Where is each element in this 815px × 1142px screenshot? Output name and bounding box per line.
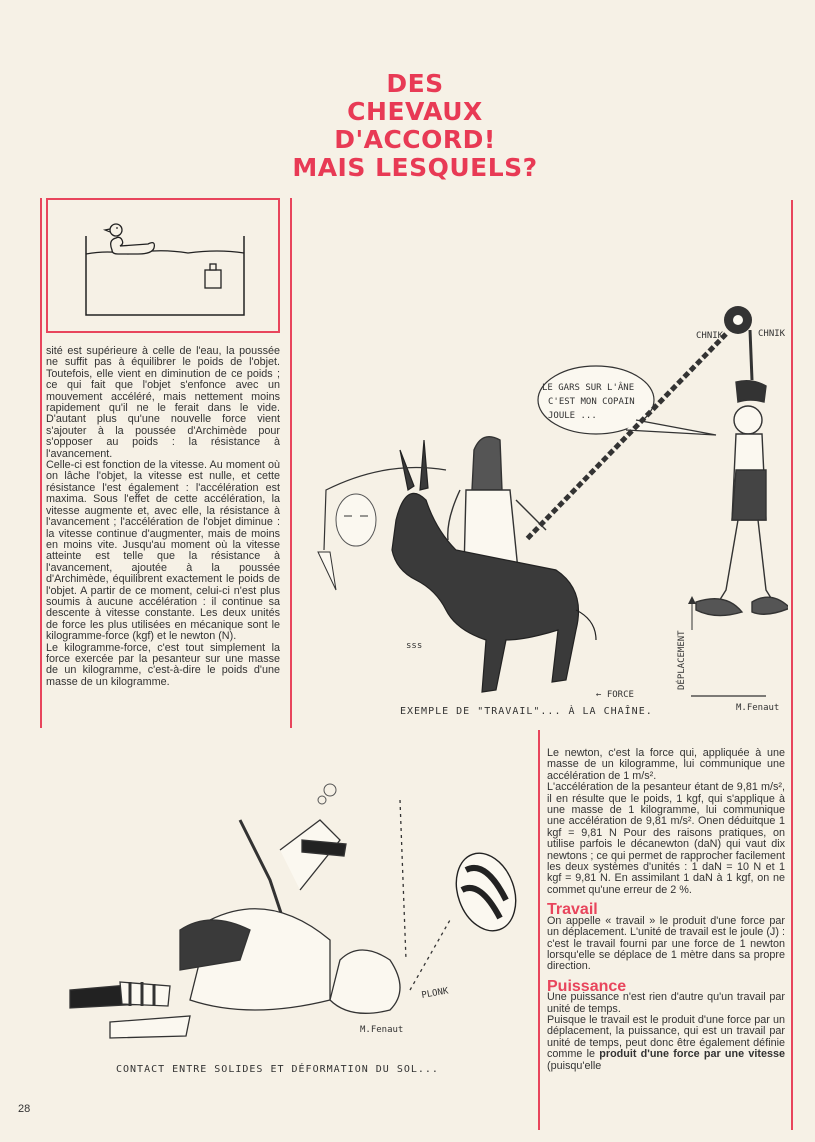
title-line-3: D'ACCORD! <box>334 125 496 154</box>
title-line-2: CHEVAUX <box>347 97 483 126</box>
left-paragraph-2: Celle-ci est fonction de la vitesse. Au moment où on lâche l'objet, la vitesse est nulle, et cette résistance l'est également : l'accélération est maxima. Sous l'effet de cette accélération, la vitesse augmente et, avec elle, la résistance à l'avancement ; l'accélération de l'objet diminue : la vitesse continue d'augmenter, mais de moins en moins vite. Jusqu'au moment où la vitesse atteinte est telle que la résistance à l'avancement, ajoutée à la poussée d'Archimède, équilibrent exactement le poids de l'objet. A partir de ce moment, celui-ci n'est plus soumis à aucune accélération : il continue sa descente à vitesse constante. Les deux unités de force les plus utilisées en mécanique sont le kilogramme-force (kgf) et le newton (N). <box>46 459 280 643</box>
cartoon-work-chain <box>296 290 788 730</box>
plonk-sound: PLONK <box>420 986 450 1001</box>
left-paragraph-1: sité est supérieure à celle de l'eau, la poussée ne suffit pas à équilibrer le poids de l'objet. Toutefois, elle vient en diminution de ce poids ; ce qui fait que l'objet s'enfonce avec un mouvement accéléré, mais nettement moins rapidement qu'il ne le ferait dans le vide. D'autant plus qu'une nouvelle force vient s'ajouter à la poussée d'Archimède pour s'opposer au poids : la résistance à l'avancement. <box>46 345 280 460</box>
ground-dirt <box>330 950 400 1013</box>
title-line-1: DES <box>386 69 444 98</box>
page-number: 28 <box>18 1103 31 1115</box>
arrow-sound-label: sss <box>406 641 423 651</box>
displacement-label: DÉPLACEMENT <box>677 630 687 690</box>
middle-frame-rule <box>290 198 292 728</box>
cartoon2-caption: CONTACT ENTRE SOLIDES ET DÉFORMATION DU SOL... <box>116 1064 439 1075</box>
rugby-ball-icon <box>446 845 526 939</box>
right-leg <box>110 1016 190 1038</box>
puissance-text-c: (puisqu'elle <box>547 1059 602 1072</box>
rugby-illustration <box>30 760 535 1060</box>
chain-sound-2: CHNIK <box>758 329 786 339</box>
cartoon2-signature: M.Fenaut <box>360 1025 404 1035</box>
puissance-paragraph-1: Une puissance n'est rien d'autre qu'un travail par unité de temps. <box>547 991 785 1015</box>
cartoon-rugby <box>30 760 535 1060</box>
right-column-text <box>547 748 785 1072</box>
portrait-sketch <box>336 494 376 546</box>
puissance-paragraph-2 <box>547 1015 785 1072</box>
speech-line-2: C'EST MON COPAIN <box>548 397 635 407</box>
cartoon1-caption: EXEMPLE DE "TRAVAIL"... À LA CHAÎNE. <box>400 706 653 717</box>
puissance-text-bold: produit d'une force par une vitesse <box>599 1048 785 1061</box>
chain-sound-1: CHNIK <box>696 331 724 341</box>
section-title-puissance: Puissance <box>547 977 627 995</box>
title-line-4: MAIS LESQUELS? <box>292 153 538 182</box>
weight-icon <box>205 264 221 288</box>
donkey-chain-illustration <box>296 290 788 730</box>
article-title <box>250 70 580 182</box>
right-frame-rule <box>791 200 793 1130</box>
left-frame-rule <box>40 198 42 728</box>
right-column-rule <box>538 730 540 1130</box>
puissance-text-a: Puisque le travail est le produit d'une force par un déplacement, la puissance, qui est un travail par unité de temps, peut donc être également définie comme le <box>547 1013 785 1061</box>
carrot-icon <box>318 552 336 590</box>
speech-line-3: JOULE ... <box>548 411 597 421</box>
right-paragraph-2: L'accélération de la pesanteur étant de 9,81 m/s², il en résulte que le poids, 1 kgf, qui s'applique à une masse de 1 kilogramme, lui communique une accélération de 9,81 m/s². Onen déduitque 1 kgf = 9,81 N Pour des raisons pratiques, on utilise parfois le décanewton (daN) qui vaut dix newtons ; ce qui permet de rapprocher facilement les deux systèmes d'unités : 1 daN = 10 N et 1 kgf = 9,81 N. En assimilant 1 daN à 1 kgf, on ne commet qu'une erreur de 2 %. <box>547 781 785 896</box>
hanging-man <box>696 381 788 616</box>
left-paragraph-3: Le kilogramme-force, c'est tout simplement la force exercée par la pesanteur sur une masse de un kilogramme, c'est-à-dire le poids d'une masse de un kilogramme. <box>46 641 280 688</box>
rider <box>448 437 546 570</box>
cartoon1-signature: M.Fenaut <box>736 703 780 713</box>
duck-tank-illustration <box>48 200 278 331</box>
speech-line-1: LE GARS SUR L'ÂNE <box>542 383 635 393</box>
duck-icon <box>105 224 154 254</box>
right-paragraph-1: Le newton, c'est la force qui, appliquée à une masse de un kilogramme, lui communique une accélération de 1 m/s². <box>547 747 785 782</box>
section-title-travail: Travail <box>547 901 598 919</box>
travail-paragraph: On appelle « travail » le produit d'une force par un déplacement. L'unité de travail est le joule (J) : c'est le travail fourni par une force de 1 newton lorsqu'elle se déplace de 1 mètre dans sa propre direction. <box>547 914 785 973</box>
force-label: ← FORCE <box>596 690 634 700</box>
archimedes-diagram <box>46 198 280 333</box>
chain <box>526 334 726 540</box>
left-column-text <box>46 346 280 688</box>
